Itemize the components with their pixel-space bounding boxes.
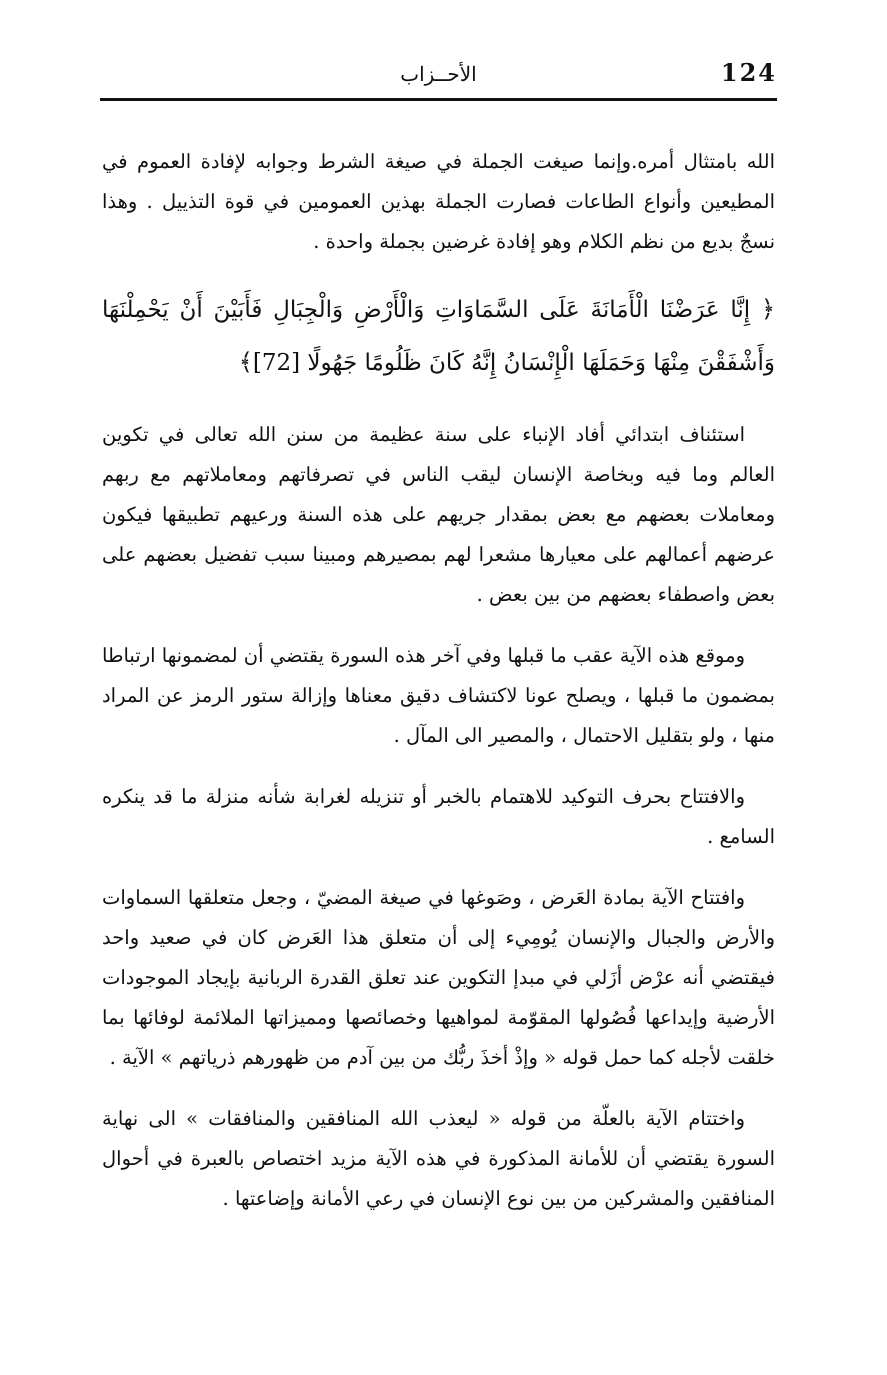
page-body (102, 142, 775, 1240)
paragraph: استئناف ابتدائي أفاد الإنباء على سنة عظيمة من سنن الله تعالى في تكوين العالم وما فيه وبخاصة الإنسان ليقب الناس في تصرفاتهم ومعاملاتهم مع ربهم ومعاملات بعضهم مع بعض بمقدار جريهم على هذه السنة ورعيهم تطبيقها فيكون عرضهم أعمالهم على معيارها مشعرا لهم بمصيرهم ومبينا سبب تفضيل بعضهم على بعض واصطفاء بعضهم من بين بعض . (102, 423, 775, 606)
verse-reference: [72] (252, 350, 301, 376)
paragraph: واختتام الآية بالعلّة من قوله « ليعذب الله المنافقين والمنافقات » الى نهاية السورة يقتضي أن للأمانة المذكورة في هذه الآية مزيد اختصاص بالعبرة في أحوال المنافقين والمشركين من بين نوع الإنسان في رعي الأمانة وإضاعتها . (102, 1107, 775, 1210)
header-rule (100, 98, 777, 101)
verse-text: إِنَّا عَرَضْنَا الْأَمَانَةَ عَلَى السَّمَاوَاتِ وَالْأَرْضِ وَالْجِبَالِ فَأَبَيْنَ أَنْ يَحْمِلْنَهَا وَأَشْفَقْنَ مِنْهَا وَحَمَلَهَا الْإِنْسَانُ إِنَّهُ كَانَ ظَلُومًا جَهُولًا (102, 297, 775, 376)
running-title: الأحــزاب (400, 62, 477, 86)
paragraph: والافتتاح بحرف التوكيد للاهتمام بالخبر أو تنزيله لغرابة شأنه منزلة ما قد ينكره السامع . (102, 785, 775, 848)
quran-verse (102, 283, 775, 389)
verse-close-bracket: ﴾ (238, 348, 253, 376)
paragraph: وموقع هذه الآية عقب ما قبلها وفي آخر هذه السورة يقتضي أن لمضمونها ارتباطا بمضمون ما قبلها ، ويصلح عونا لاكتشاف دقيق معناها وإزالة ستور الرمز عن المراد منها ، ولو بتقليل الاحتمال ، والمصير الى المآل . (102, 644, 775, 747)
paragraph: الله بامتثال أمره.وإنما صيغت الجملة في صيغة الشرط وجوابه لإفادة العموم في المطيعين وأنواع الطاعات فصارت الجملة بهذين العمومين في قوة التذييل . وهذا نسجٌ بديع من نظم الكلام وهو إفادة غرضين بجملة واحدة . (102, 150, 775, 253)
paragraph: وافتتاح الآية بمادة العَرض ، وصَوغها في صيغة المضيّ ، وجعل متعلقها السماوات والأرض والجبال والإنسان يُومِيء إلى أن متعلق هذا العَرض كان في صعيد واحد فيقتضي أنه عرْض أزَلي في مبدإ التكوين عند تعلق القدرة الربانية بإيجاد الموجودات الأرضية وإيداعها فُصُولها المقوّمة لمواهيها وخصائصها ومميزاتها الملائمة لوفائها بما خلقت لأجله كما حمل قوله « وإذْ أخذَ ربُّك من بين آدم من ظهورهم ذرياتهم » الآية . (102, 886, 775, 1069)
page-number: 124 (720, 58, 777, 87)
page-header (100, 58, 777, 98)
verse-open-bracket: ﴿ (760, 295, 775, 323)
